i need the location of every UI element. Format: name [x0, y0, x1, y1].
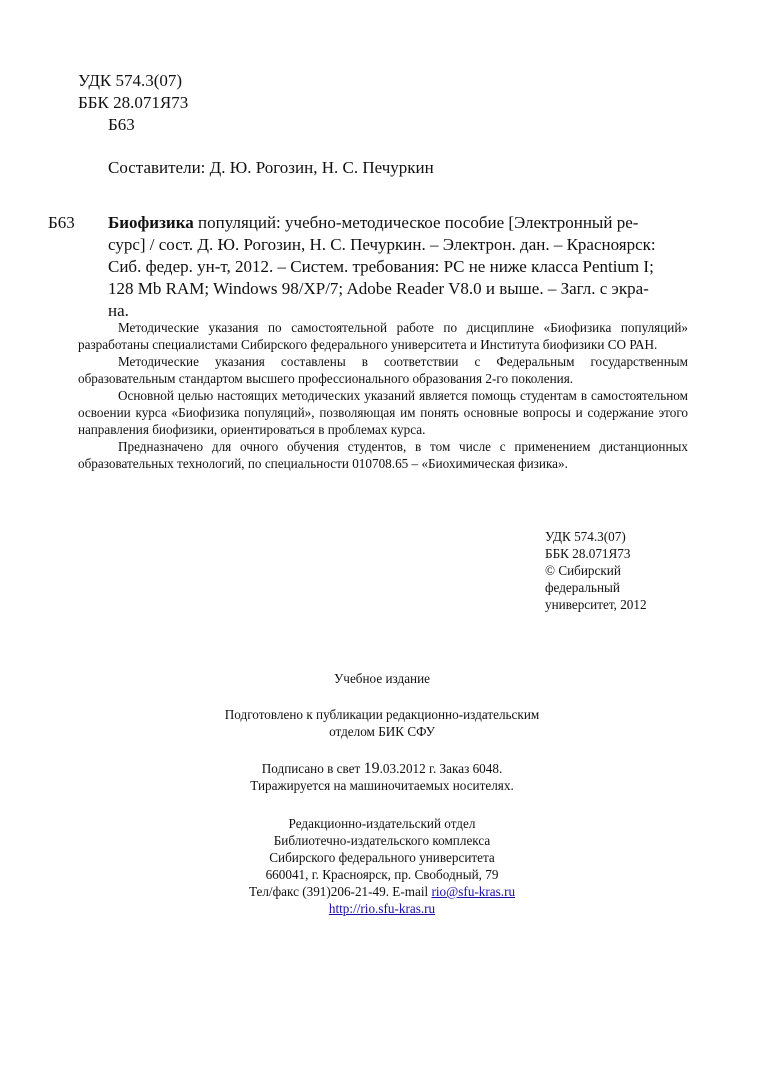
bibliographic-record	[48, 212, 688, 322]
website-link[interactable]: http://rio.sfu-kras.ru	[328, 901, 436, 916]
publisher-block	[0, 815, 764, 917]
udk-code: УДК 574.3(07)	[78, 71, 183, 90]
copyright-block	[545, 528, 647, 613]
prepared-line: Подготовлено к публикации редакционно-издательским	[224, 707, 540, 722]
signed-suffix: .03.2012 г. Заказ 6048.	[379, 761, 503, 776]
bbk-code: ББК 28.071Я73	[78, 93, 189, 112]
signed-line	[0, 760, 764, 777]
annotation-paragraph: Методические указания составлены в соответствии с Федеральным государственным образовательным стандартом высшего профессионального образования 2-го поколения.	[78, 354, 688, 386]
biblio-cipher: Б63	[48, 213, 75, 232]
publisher-contact	[0, 883, 764, 900]
phone-text: Тел/факс (391)206-21-49. E-mail	[248, 884, 432, 899]
annotation	[78, 319, 688, 472]
biblio-line-2: сурс] / сост. Д. Ю. Рогозин, Н. С. Печуркин. – Электрон. дан. – Красноярск:	[108, 235, 656, 254]
annotation-paragraph: Основной целью настоящих методических указаний является помощь студентам в самостоятельном освоении курса «Биофизика популяций», позволяющая им понять основные вопросы и содержание этого направления биофизики, ориентироваться в проблемах курса.	[78, 388, 688, 437]
copyright-line: © Сибирский	[545, 563, 621, 578]
biblio-line-5: на.	[108, 301, 129, 320]
biblio-line-1-rest: популяций: учебно-методическое пособие [Электронный ре-	[193, 213, 639, 232]
url-line	[0, 900, 764, 917]
author-cipher: Б63	[108, 115, 135, 134]
copyright-bbk: ББК 28.071Я73	[545, 546, 631, 561]
annotation-paragraph: Предназначено для очного обучения студентов, в том числе с применением дистанционных образовательных технологий, по специальности 010708.65 – «Биохимическая физика».	[78, 439, 688, 471]
publisher-line: Сибирского федерального университета	[269, 850, 495, 865]
prepared-block	[0, 706, 764, 740]
biblio-title: Биофизика	[108, 213, 194, 232]
signed-date: 19	[363, 760, 380, 777]
compilers: Составители: Д. Ю. Рогозин, Н. С. Печуркин	[108, 158, 434, 177]
prepared-line: отделом БИК СФУ	[329, 724, 435, 739]
biblio-line-4: 128 Mb RAM; Windows 98/XP/7; Adobe Reader V8.0 и выше. – Загл. с экра-	[108, 279, 649, 298]
biblio-line-3: Сиб. федер. ун-т, 2012. – Систем. требования: PC не ниже класса Pentium I;	[108, 257, 654, 276]
copyright-line: университет, 2012	[545, 597, 647, 612]
copyright-line: федеральный	[545, 580, 620, 595]
publisher-line: Редакционно-издательский отдел	[288, 816, 476, 831]
publisher-address: 660041, г. Красноярск, пр. Свободный, 79	[265, 867, 499, 882]
signed-block	[0, 760, 764, 794]
annotation-paragraph: Методические указания по самостоятельной работе по дисциплине «Биофизика популяций» разработаны специалистами Сибирского федерального университета и Института биофизики СО РАН.	[78, 320, 688, 352]
edition-type: Учебное издание	[333, 671, 431, 686]
replicated-line: Тиражируется на машиночитаемых носителях.	[250, 778, 514, 793]
copyright-udk: УДК 574.3(07)	[545, 529, 626, 544]
signed-prefix: Подписано в свет	[261, 761, 364, 776]
email-link[interactable]: rio@sfu-kras.ru	[431, 884, 516, 899]
publisher-line: Библиотечно-издательского комплекса	[273, 833, 491, 848]
biblio-line-1	[48, 212, 688, 234]
